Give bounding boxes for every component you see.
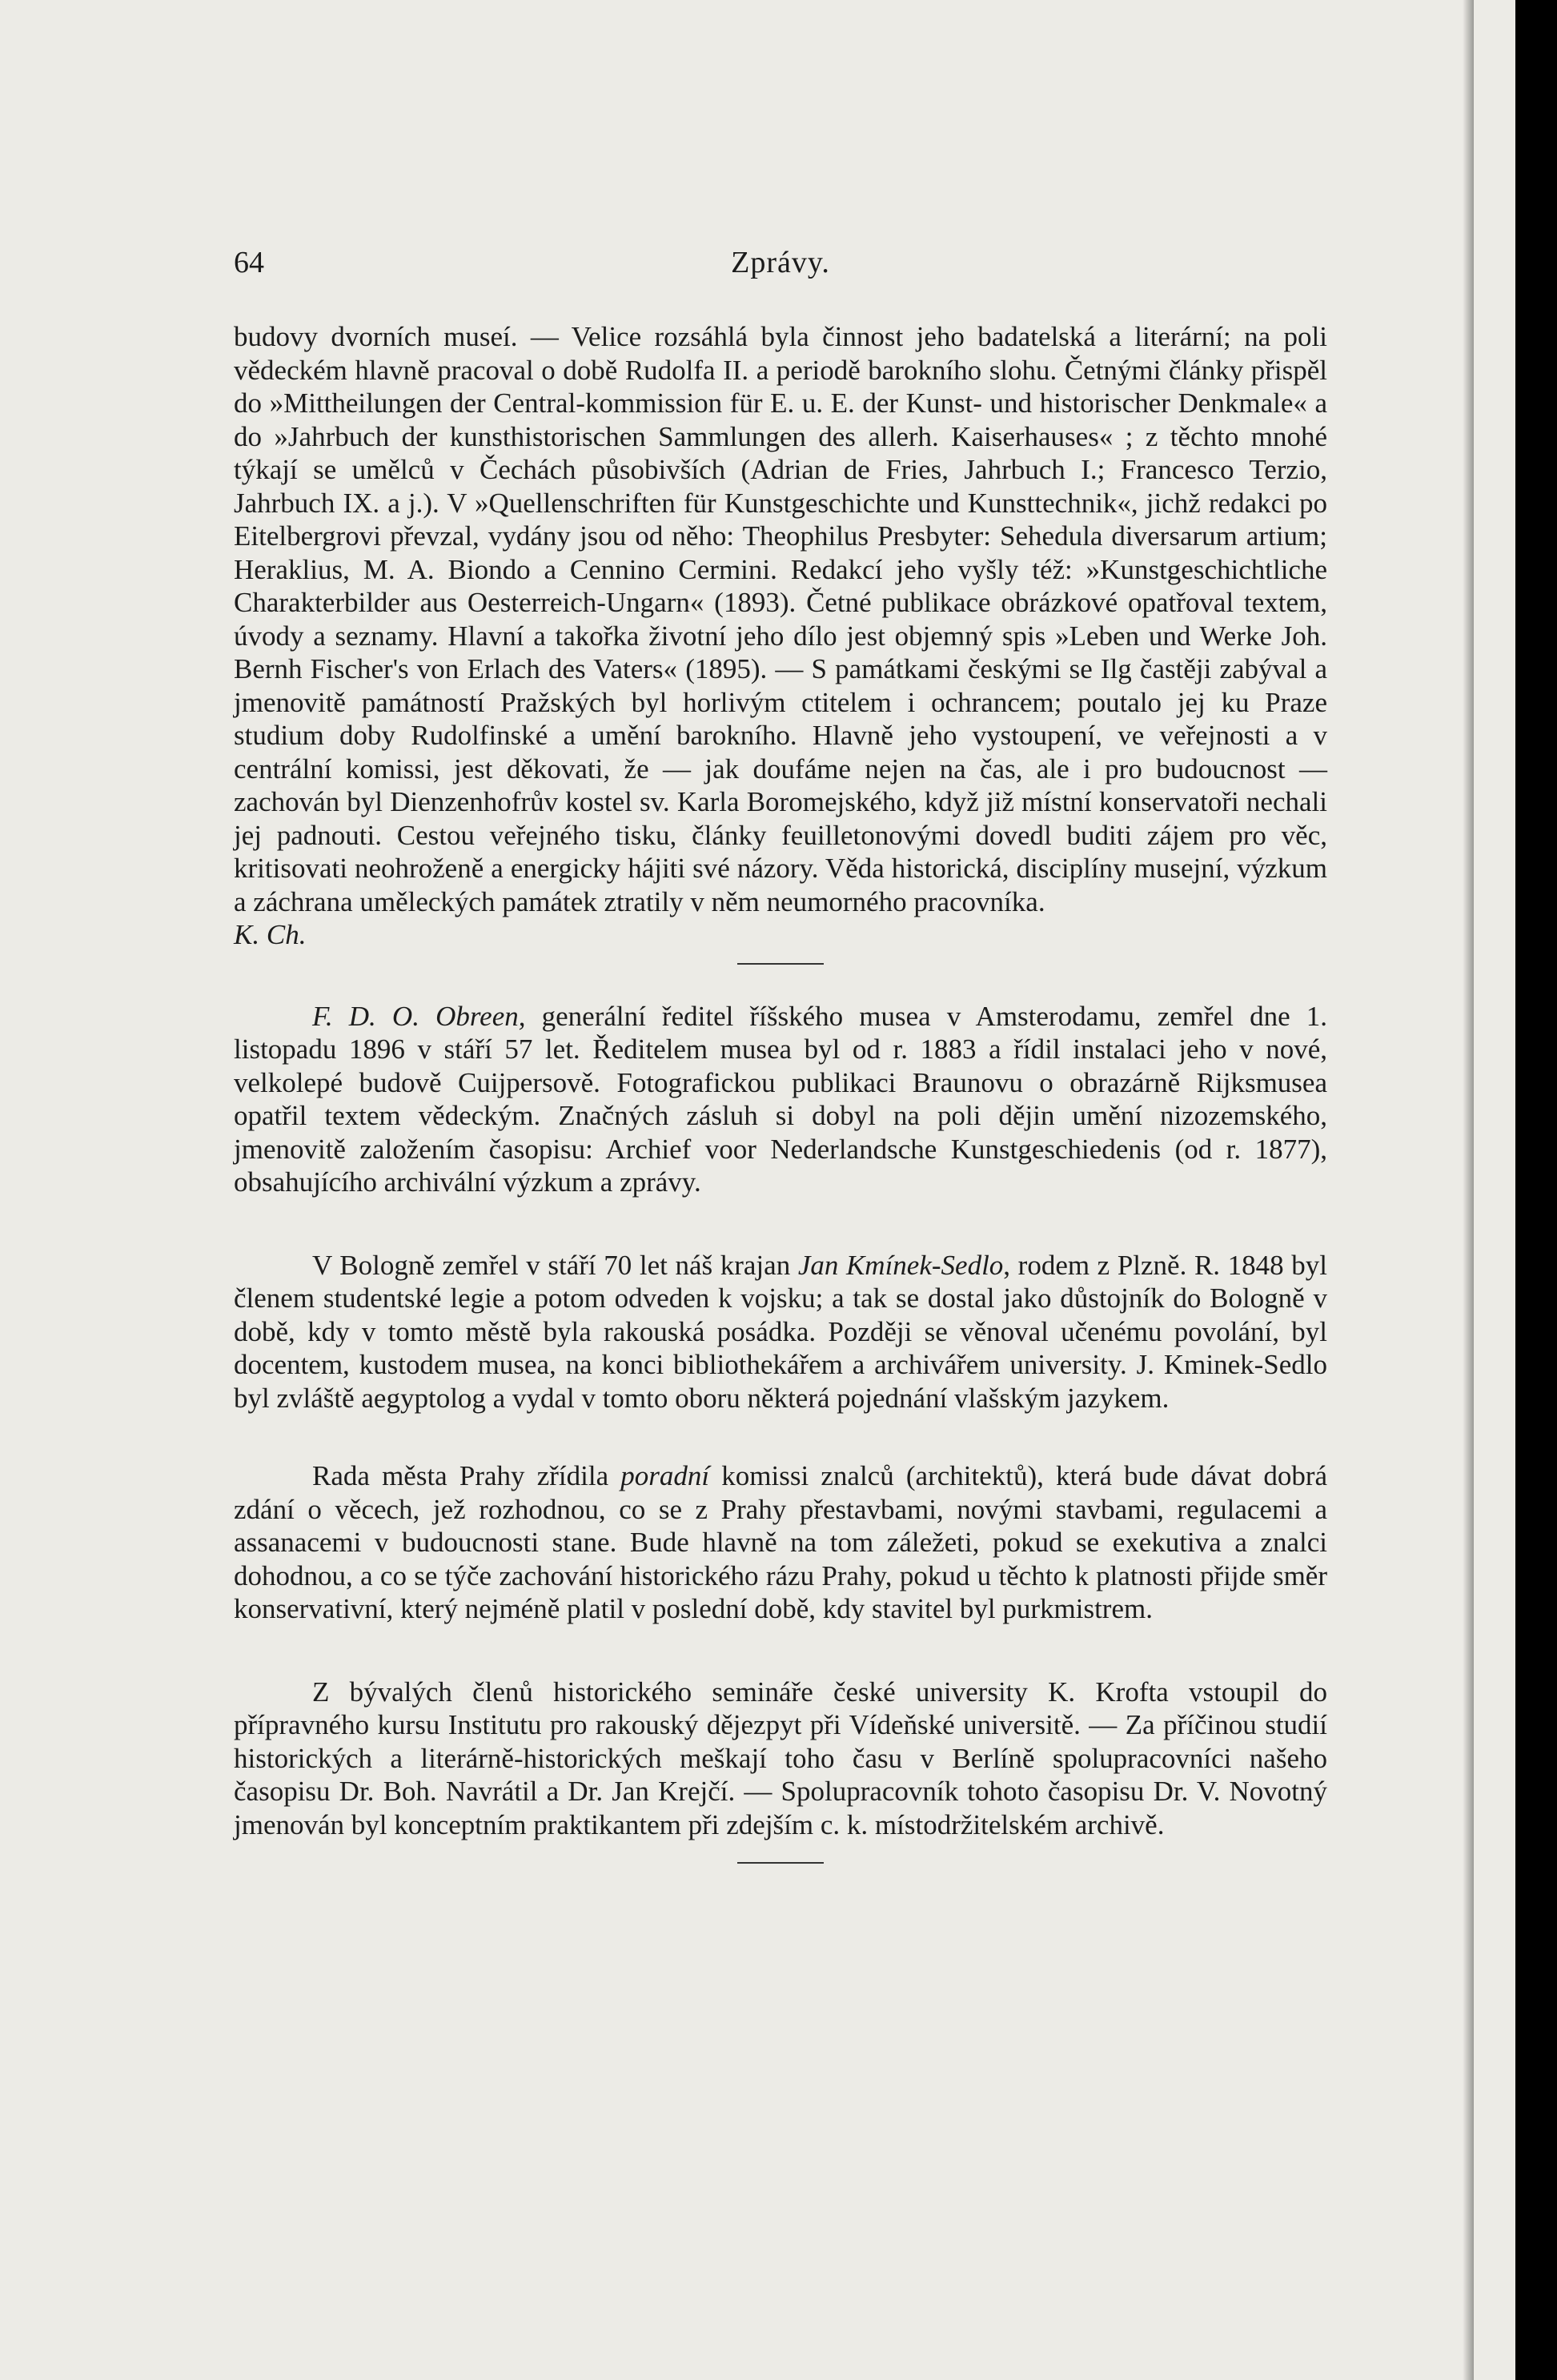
article-obreen-name: F. D. O. Obreen, — [312, 1000, 526, 1032]
article-obreen-text: generální ředitel říšského musea v Amsterodamu, zemřel dne 1. listopadu 1896 v stáří 57 let. Ředitelem musea byl od r. 1883 a řídil instalaci jeho v nové, velkolepé budově Cuijpersově. Fotografickou publikaci Braunovu o obrazárně Rijksmusea opatřil textem vědeckým. Značných zásluh si dobyl na poli dějin umění nizozemského, jmenovitě založením časopisu: Archief voor Nederlandsche Kunstgeschiedenis (od r. 1877), obsahujícího archivální výzkum a zprávy. — [234, 1000, 1327, 1198]
article-krofta: Z bývalých členů historického semináře české university K. Krofta vstoupil do přípravného kursu Institutu pro rakouský dějezpyt při Vídeňské universitě. — Za příčinou studií historických a literárně-historických meškají toho času v Berlíně spolupracovníci našeho časopisu Dr. Boh. Navrátil a Dr. Jan Krejčí. — Spolupracovník tohoto časopisu Dr. V. Novotný jmenován byl konceptním praktikantem při zdejším c. k. místodržitelském archivě. — [234, 1676, 1327, 1840]
article-rada-before: Rada města Prahy zřídila — [312, 1460, 621, 1491]
article-ilg-signature: K. Ch. — [234, 919, 307, 950]
article-kminek-before: V Bologně zemřel v stáří 70 let náš krajan — [312, 1249, 798, 1281]
article-rada-after: komissi znalců (architektů), která bude dávat dobrá zdání o věcech, jež rozhodnou, co se z Prahy přestavbami, novými stavbami, regulacemi a assanacemi v budoucnosti stane. Bude hlavně na tom záležeti, pokud se exekutiva a znalci dohodnou, a co se týče zachování historického rázu Prahy, pokud u těchto k platnosti přijde směr konservativní, který nejméně platil v poslední době, kdy stavitel byl purkmistrem. — [234, 1460, 1328, 1624]
page-header — [234, 245, 1327, 285]
article-kminek-after: , rodem z Plzně. R. 1848 byl členem studentské legie a potom odveden k vojsku; a tak se dostal jako důstojník do Bologně v době, kdy v tomto městě byla rakouská posádka. Později se věnoval učenému povolání, byl docentem, kustodem musea, na konci bibliothekářem a archivářem university. J. Kminek-Sedlo byl zvláště aegyptolog a vydal v tomto oboru některá pojednání vlašským jazykem. — [234, 1249, 1327, 1414]
article-ilg-text: budovy dvorních museí. — Velice rozsáhlá byla činnost jeho badatelská a literární; na poli vědeckém hlavně pracoval o době Rudolfa II. a periodě barokního slohu. Četnými články přispěl do »Mittheilungen der Central-kommission für E. u. E. der Kunst- und historischer Denkmale« a do »Jahrbuch der kunsthistorischen Sammlungen des allerh. Kaiserhauses« ; z těchto mnohé týkají se umělců v Čechách působivších (Adrian de Fries, Jahrbuch I.; Francesco Terzio, Jahrbuch IX. a j.). V »Quellenschriften für Kunstgeschichte und Kunsttechnik«, jichž redakci po Eitelbergrovi převzal, vydány jsou od něho: Theophilus Presbyter: Sehedula diversarum artium; Heraklius, M. A. Biondo a Cennino Cermini. Redakcí jeho vyšly též: »Kunstgeschichtliche Charakterbilder aus Oesterreich-Ungarn« (1893). Četné publikace obrázkové opatřoval textem, úvody a seznamy. Hlavní a takořka životní jeho dílo jest objemný spis »Leben und Werke Joh. Bernh Fischer's von Erlach des Vaters« (1895). — S památkami českými se Ilg častěji zabýval a jmenovitě památností Pražských byl horlivým ctitelem i ochrancem; poutalo jej ku Praze studium doby Rudolfinské a umění barokního. Hlavně jeho vystoupení, ve veřejnosti a v centrální komissi, jest děkovati, že — jak doufáme nejen na čas, ale i pro budoucnost — zachován byl Dienzenhofrův kostel sv. Karla Boromejského, když již místní konservatoři nechali jej padnouti. Cestou veřejného tisku, články feuilletonovými dovedl buditi zájem pro věc, kritisovati neohroženě a energicky hájiti své názory. Věda historická, disciplíny musejní, výzkum a záchrana uměleckých památek ztratily v něm neumorného pracovníka. — [234, 321, 1327, 917]
article-obreen — [234, 1000, 1327, 1199]
article-rada-emphasis: poradní — [620, 1460, 710, 1491]
page-body — [234, 320, 1327, 1864]
article-kminek — [234, 1249, 1327, 1415]
article-kminek-name: Jan Kmínek-Sedlo — [797, 1249, 1004, 1281]
spacer — [234, 1626, 1327, 1676]
spacer — [234, 1199, 1327, 1249]
running-title: Zprávy. — [731, 246, 830, 279]
spacer — [234, 1415, 1327, 1459]
page-number: 64 — [234, 246, 264, 279]
separator-rule-bottom — [737, 1862, 824, 1864]
spacer — [234, 965, 1327, 1000]
article-rada — [234, 1459, 1327, 1626]
page-edge-shadow — [1463, 0, 1474, 2380]
